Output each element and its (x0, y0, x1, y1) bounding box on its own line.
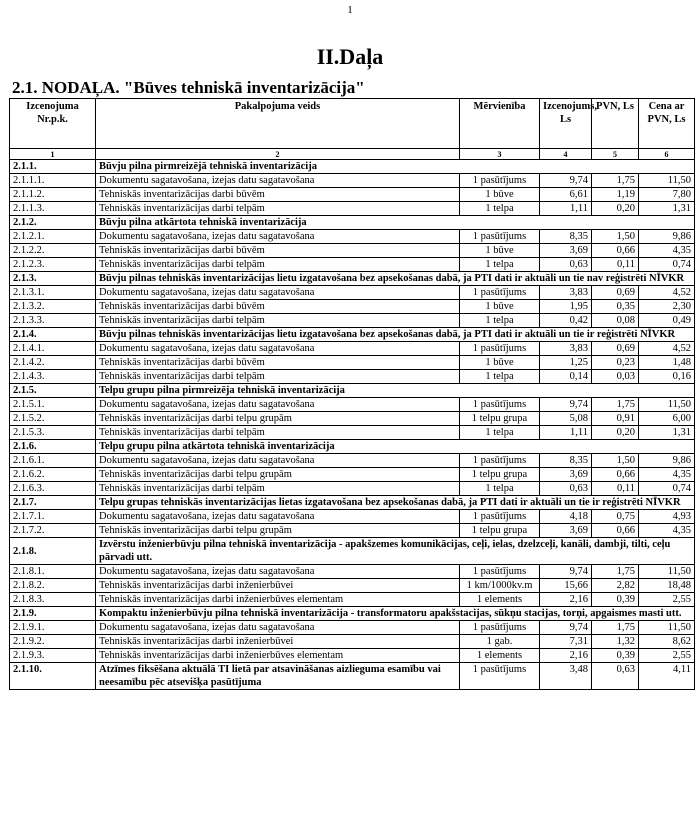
row-total: 0,16 (639, 370, 695, 384)
row-total: 4,93 (639, 510, 695, 524)
row-price: 15,66 (540, 579, 592, 593)
header-code: Izcenojuma Nr.p.k. (10, 99, 96, 149)
row-total: 9,86 (639, 454, 695, 468)
row-code: 2.1.8.2. (10, 579, 96, 593)
row-vat: 1,19 (592, 188, 639, 202)
row-price: 0,63 (540, 482, 592, 496)
row-code: 2.1.1.3. (10, 202, 96, 216)
header-total: Cena ar PVN, Ls (639, 99, 695, 149)
row-unit: 1 pasūtījums (460, 342, 540, 356)
row-unit: 1 telpu grupa (460, 468, 540, 482)
row-code: 2.1.3.2. (10, 300, 96, 314)
row-vat: 0,20 (592, 202, 639, 216)
group-code: 2.1.4. (10, 328, 96, 342)
row-total: 7,80 (639, 188, 695, 202)
row-code: 2.1.8.3. (10, 593, 96, 607)
col-number: 5 (592, 149, 639, 160)
row-description: Dokumentu sagatavošana, izejas datu sagatavošana (96, 342, 460, 356)
table-row (10, 286, 695, 300)
row-vat: 1,32 (592, 635, 639, 649)
row-code: 2.1.9.1. (10, 621, 96, 635)
row-price: 1,11 (540, 202, 592, 216)
row-total: 9,86 (639, 230, 695, 244)
row-unit: 1 pasūtījums (460, 230, 540, 244)
row-code: 2.1.2.1. (10, 230, 96, 244)
row-description: Tehniskās inventarizācijas darbi inženierbūves elementam (96, 593, 460, 607)
table-row (10, 524, 695, 538)
row-unit: 1 telpu grupa (460, 412, 540, 426)
row-description: Tehniskās inventarizācijas darbi būvēm (96, 356, 460, 370)
row-description: Tehniskās inventarizācijas darbi telpām (96, 482, 460, 496)
row-vat: 1,50 (592, 454, 639, 468)
row-code: 2.1.4.2. (10, 356, 96, 370)
group-code: 2.1.9. (10, 607, 96, 621)
header-vat: PVN, Ls (592, 99, 639, 149)
row-vat: 1,75 (592, 621, 639, 635)
row-description: Tehniskās inventarizācijas darbi inženierbūves elementam (96, 649, 460, 663)
table-row (10, 426, 695, 440)
row-total: 1,31 (639, 426, 695, 440)
row-code: 2.1.5.2. (10, 412, 96, 426)
row-price: 2,16 (540, 593, 592, 607)
row-code: 2.1.10. (10, 663, 96, 690)
row-unit: 1 gab. (460, 635, 540, 649)
table-row (10, 174, 695, 188)
row-price: 3,69 (540, 244, 592, 258)
group-row (10, 328, 695, 342)
row-unit: 1 telpa (460, 258, 540, 272)
table-row (10, 300, 695, 314)
row-unit: 1 pasūtījums (460, 454, 540, 468)
row-total: 4,52 (639, 286, 695, 300)
row-description: Atzīmes fiksēšana aktuālā TI lietā par atsavināšanas aizlieguma esamību vai neesamību pēc atsevišķa pasūtījuma (96, 663, 460, 690)
row-total: 4,35 (639, 468, 695, 482)
row-unit: 1 telpa (460, 202, 540, 216)
row-vat: 0,08 (592, 314, 639, 328)
row-code: 2.1.4.3. (10, 370, 96, 384)
row-vat: 0,69 (592, 342, 639, 356)
row-vat: 0,20 (592, 426, 639, 440)
row-unit: 1 pasūtījums (460, 174, 540, 188)
row-vat: 0,69 (592, 286, 639, 300)
row-description: Tehniskās inventarizācijas darbi inženierbūvei (96, 579, 460, 593)
row-total: 0,74 (639, 482, 695, 496)
group-title: Būvju pilna pirmreizējā tehniskā inventarizācija (96, 160, 695, 174)
row-vat: 1,75 (592, 398, 639, 412)
row-code: 2.1.5.3. (10, 426, 96, 440)
row-code: 2.1.3.1. (10, 286, 96, 300)
row-vat: 2,82 (592, 579, 639, 593)
row-code: 2.1.6.1. (10, 454, 96, 468)
column-number-row (10, 149, 695, 160)
page-number: 1 (347, 4, 353, 16)
row-description: Tehniskās inventarizācijas darbi telpām (96, 370, 460, 384)
row-vat: 0,03 (592, 370, 639, 384)
table-row (10, 649, 695, 663)
row-description: Dokumentu sagatavošana, izejas datu sagatavošana (96, 565, 460, 579)
row-price: 2,16 (540, 649, 592, 663)
row-code: 2.1.8.1. (10, 565, 96, 579)
header-price: Izcenojums, Ls (540, 99, 592, 149)
row-code: 2.1.9.3. (10, 649, 96, 663)
row-total: 2,30 (639, 300, 695, 314)
row-vat: 1,75 (592, 565, 639, 579)
col-number: 4 (540, 149, 592, 160)
row-description: Dokumentu sagatavošana, izejas datu sagatavošana (96, 230, 460, 244)
row-code: 2.1.7.1. (10, 510, 96, 524)
row-description: Tehniskās inventarizācijas darbi telpām (96, 202, 460, 216)
group-title: Būvju pilna atkārtota tehniskā inventarizācija (96, 216, 695, 230)
col-number: 2 (96, 149, 460, 160)
group-title: Telpu grupu pilna pirmreizēja tehniskā inventarizācija (96, 384, 695, 398)
col-number: 6 (639, 149, 695, 160)
group-row (10, 160, 695, 174)
row-unit: 1 telpa (460, 426, 540, 440)
row-description: Tehniskās inventarizācijas darbi būvēm (96, 244, 460, 258)
row-unit: 1 pasūtījums (460, 565, 540, 579)
row-code: 2.1.4.1. (10, 342, 96, 356)
row-price: 1,95 (540, 300, 592, 314)
row-unit: 1 būve (460, 300, 540, 314)
row-total: 4,11 (639, 663, 695, 690)
row-total: 0,74 (639, 258, 695, 272)
row-vat: 0,91 (592, 412, 639, 426)
row-total: 11,50 (639, 398, 695, 412)
group-code: 2.1.1. (10, 160, 96, 174)
row-description: Tehniskās inventarizācijas darbi telpu grupām (96, 524, 460, 538)
group-row (10, 440, 695, 454)
table-row (10, 579, 695, 593)
row-unit: 1 elements (460, 649, 540, 663)
group-code: 2.1.7. (10, 496, 96, 510)
group-code: 2.1.2. (10, 216, 96, 230)
row-total: 2,55 (639, 649, 695, 663)
table-row (10, 230, 695, 244)
row-unit: 1 telpu grupa (460, 524, 540, 538)
table-row (10, 621, 695, 635)
row-code: 2.1.7.2. (10, 524, 96, 538)
group-title: Kompaktu inženierbūvju pilna tehniskā inventarizācija - transformatoru apakšstacijas, sūkņu stacijas, torņi, apgaismes masti utt. (96, 607, 695, 621)
row-total: 0,49 (639, 314, 695, 328)
row-vat: 0,23 (592, 356, 639, 370)
group-code: 2.1.5. (10, 384, 96, 398)
group-row (10, 272, 695, 286)
group-title: Izvērstu inženierbūvju pilna tehniskā inventarizācija - apakšzemes komunikācijas, ceļi, ielas, dzelzceļi, kanāli, dambji, tilti, ceļu pārvadi utt. (96, 538, 695, 565)
row-description: Tehniskās inventarizācijas darbi būvēm (96, 300, 460, 314)
row-total: 11,50 (639, 174, 695, 188)
row-description: Tehniskās inventarizācijas darbi telpām (96, 314, 460, 328)
row-code: 2.1.1.2. (10, 188, 96, 202)
row-total: 4,35 (639, 524, 695, 538)
row-price: 1,11 (540, 426, 592, 440)
row-unit: 1 pasūtījums (460, 286, 540, 300)
row-unit: 1 pasūtījums (460, 398, 540, 412)
row-code: 2.1.5.1. (10, 398, 96, 412)
table-row (10, 593, 695, 607)
part-title: II.Daļa (316, 44, 384, 69)
row-unit: 1 pasūtījums (460, 621, 540, 635)
row-total: 2,55 (639, 593, 695, 607)
row-description: Dokumentu sagatavošana, izejas datu sagatavošana (96, 454, 460, 468)
group-title: Telpu grupu pilna atkārtota tehniskā inventarizācija (96, 440, 695, 454)
row-unit: 1 būve (460, 356, 540, 370)
row-unit: 1 pasūtījums (460, 663, 540, 690)
group-title: Būvju pilnas tehniskās inventarizācijas lietu izgatavošana bez apsekošanas dabā, ja PTI dati ir aktuāli un tie nav reģistrēti NĪVKR (96, 272, 695, 286)
group-code: 2.1.3. (10, 272, 96, 286)
row-unit: 1 elements (460, 593, 540, 607)
price-table (9, 98, 695, 690)
section-title: 2.1. NODAĻA. "Būves tehniskā inventarizācija" (12, 78, 365, 97)
header-unit: Mērvienība (460, 99, 540, 149)
row-description: Tehniskās inventarizācijas darbi inženierbūvei (96, 635, 460, 649)
row-description: Tehniskās inventarizācijas darbi telpu grupām (96, 468, 460, 482)
row-description: Dokumentu sagatavošana, izejas datu sagatavošana (96, 174, 460, 188)
table-row (10, 342, 695, 356)
table-row (10, 370, 695, 384)
row-description: Tehniskās inventarizācijas darbi telpām (96, 426, 460, 440)
row-unit: 1 telpa (460, 314, 540, 328)
group-row (10, 384, 695, 398)
row-vat: 0,66 (592, 524, 639, 538)
row-code: 2.1.2.2. (10, 244, 96, 258)
row-vat: 0,35 (592, 300, 639, 314)
row-price: 0,14 (540, 370, 592, 384)
row-description: Dokumentu sagatavošana, izejas datu sagatavošana (96, 510, 460, 524)
row-unit: 1 pasūtījums (460, 510, 540, 524)
table-row (10, 510, 695, 524)
row-code: 2.1.9.2. (10, 635, 96, 649)
row-code: 2.1.6.2. (10, 468, 96, 482)
row-vat: 1,75 (592, 174, 639, 188)
table-row (10, 468, 695, 482)
row-vat: 0,11 (592, 258, 639, 272)
row-price: 1,25 (540, 356, 592, 370)
row-price: 9,74 (540, 174, 592, 188)
row-total: 4,35 (639, 244, 695, 258)
row-price: 3,69 (540, 468, 592, 482)
row-total: 4,52 (639, 342, 695, 356)
row-vat: 0,75 (592, 510, 639, 524)
table-row (10, 258, 695, 272)
row-price: 9,74 (540, 565, 592, 579)
row-code: 2.1.6.3. (10, 482, 96, 496)
row-description: Dokumentu sagatavošana, izejas datu sagatavošana (96, 286, 460, 300)
table-header-row (10, 99, 695, 149)
table-row (10, 412, 695, 426)
row-code: 2.1.3.3. (10, 314, 96, 328)
group-code: 2.1.8. (10, 538, 96, 565)
row-unit: 1 būve (460, 244, 540, 258)
row-price: 8,35 (540, 454, 592, 468)
row-description: Tehniskās inventarizācijas darbi telpu grupām (96, 412, 460, 426)
row-code: 2.1.2.3. (10, 258, 96, 272)
table-row (10, 188, 695, 202)
row-price: 0,42 (540, 314, 592, 328)
table-row (10, 356, 695, 370)
row-description: Tehniskās inventarizācijas darbi būvēm (96, 188, 460, 202)
row-description: Dokumentu sagatavošana, izejas datu sagatavošana (96, 398, 460, 412)
row-price: 7,31 (540, 635, 592, 649)
row-vat: 0,66 (592, 244, 639, 258)
col-number: 3 (460, 149, 540, 160)
group-title: Telpu grupas tehniskās inventarizācijas lietas izgatavošana bez apsekošanas dabā, ja PTI dati ir aktuāli un tie ir reģistrēti NĪVKR (96, 496, 695, 510)
row-vat: 0,39 (592, 649, 639, 663)
table-row (10, 565, 695, 579)
header-service: Pakalpojuma veids (96, 99, 460, 149)
row-code: 2.1.1.1. (10, 174, 96, 188)
table-row (10, 482, 695, 496)
row-price: 3,83 (540, 286, 592, 300)
row-unit: 1 būve (460, 188, 540, 202)
row-unit: 1 telpa (460, 370, 540, 384)
table-row (10, 635, 695, 649)
row-description: Dokumentu sagatavošana, izejas datu sagatavošana (96, 621, 460, 635)
group-row (10, 216, 695, 230)
row-vat: 0,66 (592, 468, 639, 482)
group-code: 2.1.6. (10, 440, 96, 454)
row-total: 1,31 (639, 202, 695, 216)
row-total: 11,50 (639, 565, 695, 579)
table-row (10, 202, 695, 216)
row-unit: 1 km/1000kv.m (460, 579, 540, 593)
table-row (10, 398, 695, 412)
row-price: 0,63 (540, 258, 592, 272)
group-row (10, 607, 695, 621)
row-unit: 1 telpa (460, 482, 540, 496)
table-row (10, 314, 695, 328)
final-row (10, 663, 695, 690)
row-price: 5,08 (540, 412, 592, 426)
row-total: 6,00 (639, 412, 695, 426)
table-row (10, 244, 695, 258)
row-price: 4,18 (540, 510, 592, 524)
row-price: 3,48 (540, 663, 592, 690)
row-price: 6,61 (540, 188, 592, 202)
row-vat: 0,11 (592, 482, 639, 496)
row-price: 9,74 (540, 398, 592, 412)
row-price: 3,69 (540, 524, 592, 538)
group-row (10, 496, 695, 510)
row-total: 18,48 (639, 579, 695, 593)
row-price: 8,35 (540, 230, 592, 244)
row-vat: 0,63 (592, 663, 639, 690)
row-price: 9,74 (540, 621, 592, 635)
row-total: 1,48 (639, 356, 695, 370)
row-total: 8,62 (639, 635, 695, 649)
table-row (10, 454, 695, 468)
col-number: 1 (10, 149, 96, 160)
row-vat: 1,50 (592, 230, 639, 244)
group-row (10, 538, 695, 565)
row-description: Tehniskās inventarizācijas darbi telpām (96, 258, 460, 272)
row-vat: 0,39 (592, 593, 639, 607)
group-title: Būvju pilnas tehniskās inventarizācijas lietu izgatavošana bez apsekošanas dabā, ja PTI dati ir aktuāli un tie ir reģistrēti NĪVKR (96, 328, 695, 342)
row-price: 3,83 (540, 342, 592, 356)
row-total: 11,50 (639, 621, 695, 635)
